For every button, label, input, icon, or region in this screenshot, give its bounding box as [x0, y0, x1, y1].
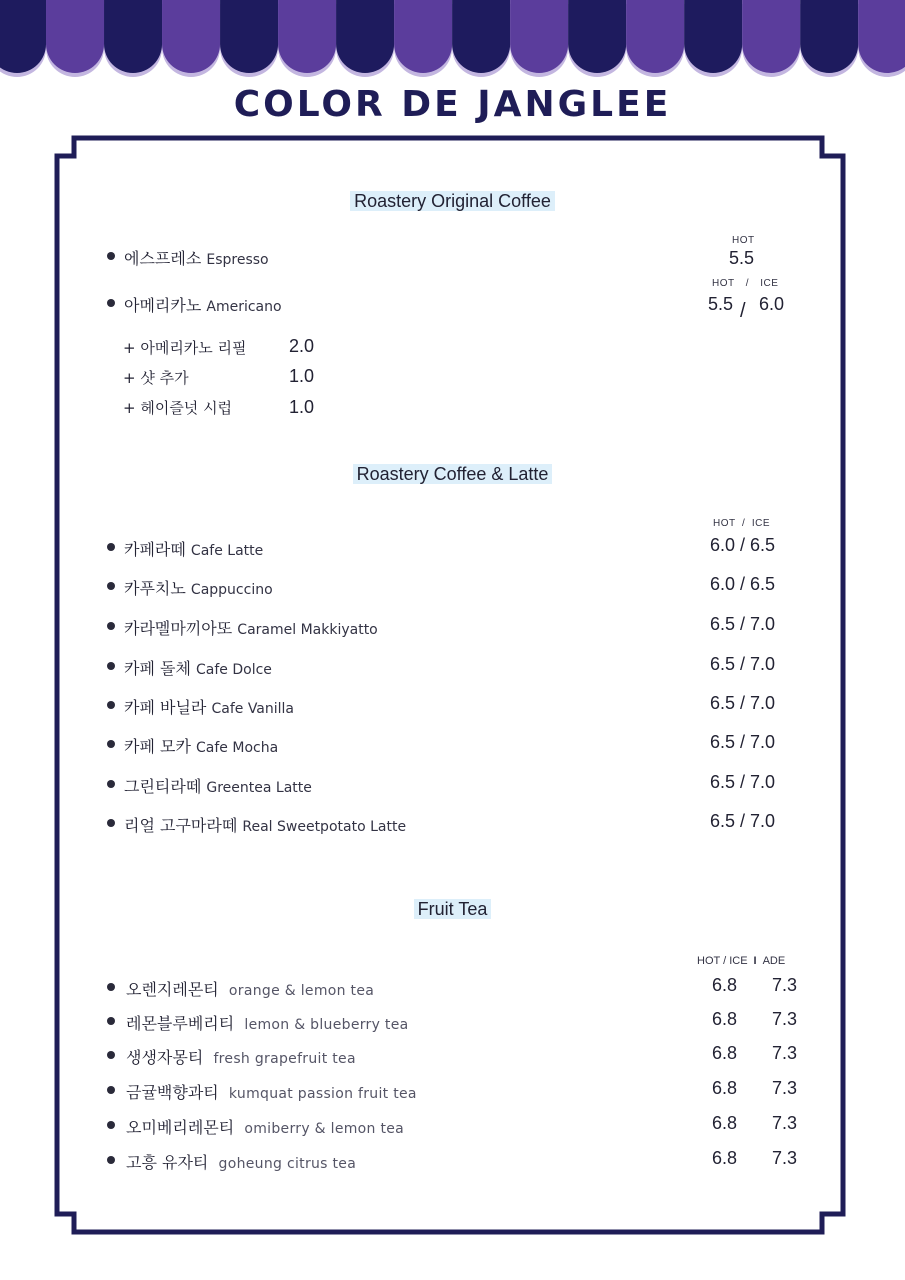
header-ade: ADE: [762, 955, 786, 967]
addon-item-shot: + 샷 추가: [123, 369, 189, 387]
item-name-en: Espresso: [206, 252, 269, 268]
price-ade: 7.3: [772, 975, 798, 995]
bullet-icon: [107, 1156, 115, 1164]
price-hot-ice: 6.8: [712, 1078, 738, 1098]
awning-scallop: [104, 0, 162, 73]
bullet-icon: [107, 543, 115, 551]
awning-scallop: [278, 0, 336, 73]
item-price: 6.5 / 7.0: [710, 654, 776, 674]
section-title-text: Fruit Tea: [414, 899, 492, 919]
awning-scallop: [800, 0, 858, 73]
item-price: 6.5 / 7.0: [710, 811, 776, 831]
section-title-coffee-latte: [0, 464, 905, 485]
price-ade: 7.3: [772, 1148, 798, 1168]
item-name-ko: 에스프레소: [124, 249, 202, 268]
section-title-text: Roastery Coffee & Latte: [353, 464, 553, 484]
awning-scallop: [336, 0, 394, 73]
price-ade: 7.3: [772, 1009, 798, 1029]
item-name-en: Cafe Vanilla: [211, 701, 295, 717]
menu-item: [124, 616, 378, 639]
item-name-en: goheung citrus tea: [218, 1156, 357, 1172]
header-separator: I: [753, 955, 757, 967]
menu-item: [124, 813, 406, 836]
bullet-icon: [107, 662, 115, 670]
awning-scallop: [568, 0, 626, 73]
awning-decoration: [0, 0, 905, 80]
header-hot-ice: HOT / ICE: [697, 955, 748, 967]
awning-scallop: [858, 0, 905, 73]
awning-scallop: [46, 0, 104, 73]
item-name-en: fresh grapefruit tea: [213, 1051, 356, 1067]
item-name-en: Cafe Mocha: [196, 740, 279, 756]
price-header-tea: [697, 955, 785, 967]
item-name-ko: 카페 모카: [124, 737, 191, 756]
bullet-icon: [107, 622, 115, 630]
addon-price-hazelnut: 1.0: [289, 397, 315, 417]
section-title-fruit-tea: [0, 899, 905, 920]
addon-price-refill: 2.0: [289, 336, 315, 356]
price-hot-ice: 6.8: [712, 1043, 738, 1063]
item-name-ko: 오미베리레몬티: [126, 1118, 235, 1137]
item-price: 6.5 / 7.0: [710, 732, 776, 752]
menu-item-espresso: [124, 246, 269, 269]
price-hot-ice: 6.8: [712, 1148, 738, 1168]
menu-item: [124, 537, 263, 560]
menu-item: [126, 977, 374, 1000]
price-ade: 7.3: [772, 1043, 798, 1063]
item-name-en: Cafe Dolce: [196, 662, 272, 678]
awning-scallop: [452, 0, 510, 73]
item-name-ko: 레몬블루베리티: [126, 1014, 235, 1033]
header-hot: HOT: [712, 278, 735, 289]
price-hot-ice: 6.8: [712, 1113, 738, 1133]
price-header-hot-ice: HOT / ICE: [713, 518, 770, 529]
addon-item-refill: + 아메리카노 리필: [123, 339, 247, 357]
page-title: COLOR DE JANGLEE: [233, 84, 672, 125]
addon-item-hazelnut: + 헤이즐넛 시럽: [123, 399, 233, 417]
item-price: 6.5 / 7.0: [710, 693, 776, 713]
bullet-icon: [107, 1086, 115, 1094]
item-name-en: Cappuccino: [190, 582, 273, 598]
price-header-hot: HOT: [732, 235, 755, 246]
item-name-en: Americano: [206, 299, 282, 315]
menu-item: [126, 1080, 417, 1103]
menu-item: [126, 1115, 404, 1138]
item-name-ko: 카페 돌체: [124, 659, 191, 678]
item-name-en: Real Sweetpotato Latte: [242, 819, 407, 835]
item-name-en: Cafe Latte: [190, 543, 264, 559]
awning-scallop: [0, 0, 46, 73]
header-separator: /: [745, 278, 749, 289]
menu-item: [124, 576, 273, 599]
item-price: 6.5 / 7.0: [710, 772, 776, 792]
bullet-icon: [107, 1017, 115, 1025]
menu-item-americano: [124, 293, 282, 316]
bullet-icon: [107, 819, 115, 827]
item-name-ko: 카페라떼: [124, 540, 186, 559]
bullet-icon: [107, 1121, 115, 1129]
item-name-ko: 고흥 유자티: [126, 1153, 209, 1172]
awning-scallop: [162, 0, 220, 73]
item-name-ko: 그린티라떼: [124, 777, 202, 796]
bullet-icon: [107, 252, 115, 260]
awning-scallop: [684, 0, 742, 73]
item-name-ko: 리얼 고구마라떼: [124, 816, 238, 835]
item-name-ko: 오렌지레몬티: [126, 980, 219, 999]
bullet-icon: [107, 983, 115, 991]
item-name-ko: 금귤백향과티: [126, 1083, 219, 1102]
menu-item: [126, 1011, 409, 1034]
item-name-ko: 카페 바닐라: [124, 698, 207, 717]
price-hot-ice: 6.8: [712, 975, 738, 995]
awning-scallop: [220, 0, 278, 73]
item-name-ko: 생생자몽티: [126, 1048, 204, 1067]
bullet-icon: [107, 701, 115, 709]
item-price: 6.0 / 6.5: [710, 535, 776, 555]
bullet-icon: [107, 740, 115, 748]
awning-scallop: [626, 0, 684, 73]
awning-scallop: [742, 0, 800, 73]
item-name-ko: 카라멜마끼아또: [124, 619, 233, 638]
header-ice: ICE: [760, 278, 779, 289]
awning-scallop: [510, 0, 568, 73]
price-ade: 7.3: [772, 1078, 798, 1098]
price-americano-ice: 6.0: [759, 294, 785, 314]
bullet-icon: [107, 299, 115, 307]
menu-item: [124, 774, 312, 797]
item-name-ko: 카푸치노: [124, 579, 186, 598]
price-hot-ice: 6.8: [712, 1009, 738, 1029]
menu-item: [124, 734, 278, 757]
menu-item: [124, 695, 294, 718]
menu-item: [126, 1045, 356, 1068]
item-name-en: orange & lemon tea: [228, 983, 375, 999]
menu-item: [124, 656, 272, 679]
price-espresso: 5.5: [729, 248, 755, 268]
price-americano-hot: 5.5: [708, 294, 734, 314]
item-name-en: Caramel Makkiyatto: [237, 622, 378, 638]
item-name-ko: 아메리카노: [124, 296, 202, 315]
addon-price-shot: 1.0: [289, 366, 315, 386]
item-price: 6.5 / 7.0: [710, 614, 776, 634]
item-name-en: omiberry & lemon tea: [244, 1121, 405, 1137]
price-separator: /: [740, 300, 746, 322]
section-title-roastery-original: [0, 191, 905, 212]
bullet-icon: [107, 582, 115, 590]
item-price: 6.0 / 6.5: [710, 574, 776, 594]
price-ade: 7.3: [772, 1113, 798, 1133]
bullet-icon: [107, 780, 115, 788]
item-name-en: lemon & blueberry tea: [244, 1017, 409, 1033]
menu-item: [126, 1150, 356, 1173]
bullet-icon: [107, 1051, 115, 1059]
price-header-americano: [712, 278, 778, 289]
awning-scallop: [394, 0, 452, 73]
section-title-text: Roastery Original Coffee: [350, 191, 555, 211]
item-name-en: Greentea Latte: [206, 780, 312, 796]
item-name-en: kumquat passion fruit tea: [228, 1086, 417, 1102]
